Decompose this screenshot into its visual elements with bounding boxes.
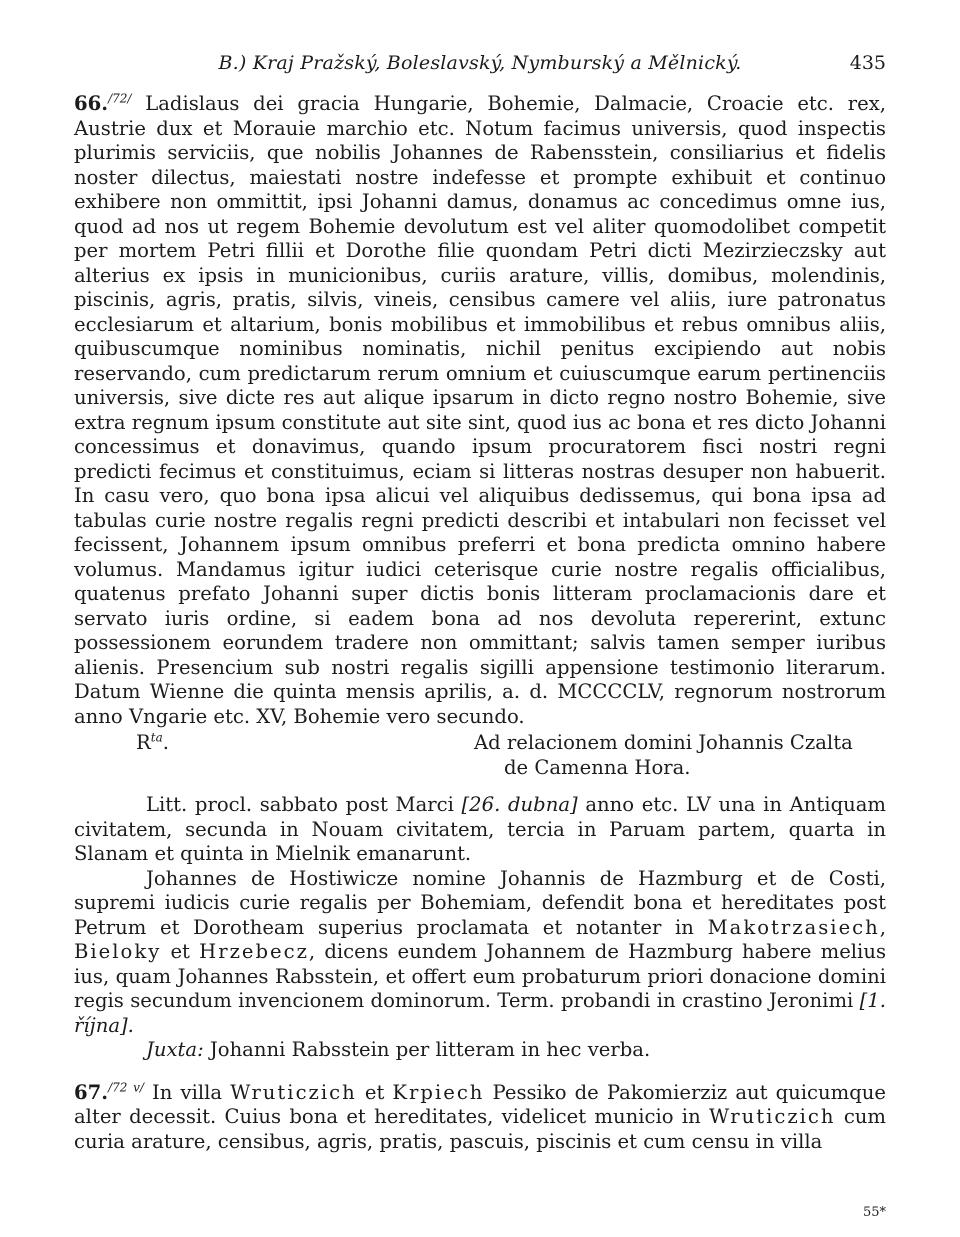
document-67 (74, 1081, 886, 1155)
folio-reference: /72 v/ (108, 1079, 144, 1094)
running-title: B.) Kraj Pražský, Boleslavský, Nymburský a Mělnický. (218, 52, 742, 74)
charter-signature (74, 731, 886, 781)
entry-text: Pessiko de Pakomierziz aut quicumque alter decessit. Cuius bona et hereditates, videlicet municio in (74, 1080, 886, 1128)
relation-line-2: de Camenna Hora. (504, 755, 691, 779)
separator: et (356, 1080, 393, 1104)
juxta-label: Juxta: (146, 1038, 204, 1061)
place-name: Bieloky (74, 940, 162, 963)
relation-note (474, 731, 853, 780)
page-number: 435 (849, 52, 886, 74)
folio-reference: /72/ (108, 91, 132, 106)
signature-mark: 55* (862, 1205, 886, 1220)
defense-text-b: , dicens eundem Johannem de Hazmburg habere melius ius, quam Johannes Rabsstein, et offert eum probaturum priori donacione domini regis secundum invencionem dominorum. Term. probandi in crastino Jeronimi (74, 940, 886, 1012)
juxta-note (74, 1038, 886, 1063)
defense-text-a: Johannes de Hostiwicze nomine Johannis de Hazmburg et de Costi, supremi iudicis curie regalis per Bohemiam, defendit bona et hereditates post Petrum et Dorotheam superius proclamata et notanter in (74, 866, 886, 939)
folio-number: 72 v (112, 1079, 140, 1094)
registry-mark (136, 731, 169, 756)
document-number: 66. (74, 92, 109, 115)
place-name: Wruticzich (708, 1105, 836, 1128)
document-number: 67. (74, 1080, 109, 1104)
place-name: Hrzebecz (199, 940, 309, 963)
separator: , (879, 915, 886, 939)
place-name: Krpiech (392, 1080, 485, 1104)
body-text (74, 92, 886, 1154)
folio-number: 72 (112, 91, 128, 106)
document-66 (74, 92, 886, 729)
proclamation-text-a: Litt. procl. sabbato post Marci (146, 793, 462, 816)
separator: et (161, 940, 200, 963)
defense-note (74, 867, 886, 1039)
proclamation-date: [26. dubna] (461, 793, 578, 816)
defense-date: [1. října]. (74, 989, 886, 1037)
document-page (74, 40, 886, 1220)
place-name: Makotrzasiech (707, 915, 880, 939)
proclamation-note (74, 793, 886, 867)
charter-text: Ladislaus dei gracia Hungarie, Bohemie, Dalmacie, Croacie etc. rex, Austrie dux et Morauie marchio etc. Notum facimus universis, quod inspectis plurimis serviciis, que nobilis Johannes de Rabensstein, consiliarius et fidelis noster dilectus, maiestati nostre indefesse et prompte exhibuit et continuo exhibere non ommittit, ipsi Johanni damus, donamus ac concedimus omne ius, quod ad nos ut regem Bohemie devolutum est vel aliter quomodolibet competit per mortem Petri fillii et Dorothe filie quondam Petri dicti Mezirzieczsky aut alterius ex ipsis in municionibus, curiis arature, villis, domibus, molendinis, piscinis, agris, pratis, silvis, vineis, censibus camere vel aliis, iure patronatus ecclesiarum et altarium, bonis mobilibus et immobilibus et rebus omnibus aliis, quibuscumque nominibus nominatis, nichil penitus excipiendo aut nobis reservando, cum predictarum rerum omnium et cuiuscumque earum pertinenciis universis, sive dicte res aut alique ipsarum in dicto regno nostro Bohemie, sive extra regnum ipsum constitute aut site sint, quod ius ac bona et res dicto Johanni concessimus et donavimus, quando ipsum procuratorem fisci nostri regni predicti fecimus et constituimus, eciam si litteras nostras desuper non habuerit. In casu vero, quo bona ipsa alicui vel aliquibus dedissemus, qui bona ipsa ad tabulas curie nostre regalis regni predicti describi et intabulari non fecisset vel fecissent, Johannem ipsum omnibus preferri et bona predicta omnino habere volumus. Mandamus igitur iudici ceterisque curie nostre regalis officialibus, quatenus prefato Johanni super dictis bonis litteram proclamacionis dare et servato iuris ordine, si eadem bona ad nos devoluta repererint, extunc possessionem eorundem tradere non ommittant; salvis tamen semper iuribus alienis. Presencium sub nostri regalis sigilli appensione testimonio literarum. Datum Wienne die quinta mensis aprilis, a. d. MCCCCLV, regnorum nostrorum anno Vngarie etc. XV, Bohemie vero secundo. (74, 92, 887, 728)
place-name: Wruticzich (230, 1080, 357, 1104)
entry-text: In villa (143, 1080, 231, 1104)
relation-line-1: Ad relacionem domini Johannis Czalta (474, 731, 853, 754)
juxta-text: Johanni Rabsstein per litteram in hec verba. (203, 1038, 651, 1061)
page-header (74, 40, 886, 80)
registry-mark-letter: R (136, 731, 151, 754)
entry-text: cum curia arature, censibus, agris, pratis, pascuis, piscinis et cum censu in villa (74, 1105, 886, 1153)
proclamation-text-b: anno etc. LV una in Antiquam civitatem, secunda in Nouam civitatem, tercia in Paruam partem, quarta in Slanam et quinta in Mielnik emanarunt. (74, 793, 886, 865)
registry-mark-sup: ta (150, 730, 163, 745)
registry-mark-dot: . (162, 731, 169, 754)
